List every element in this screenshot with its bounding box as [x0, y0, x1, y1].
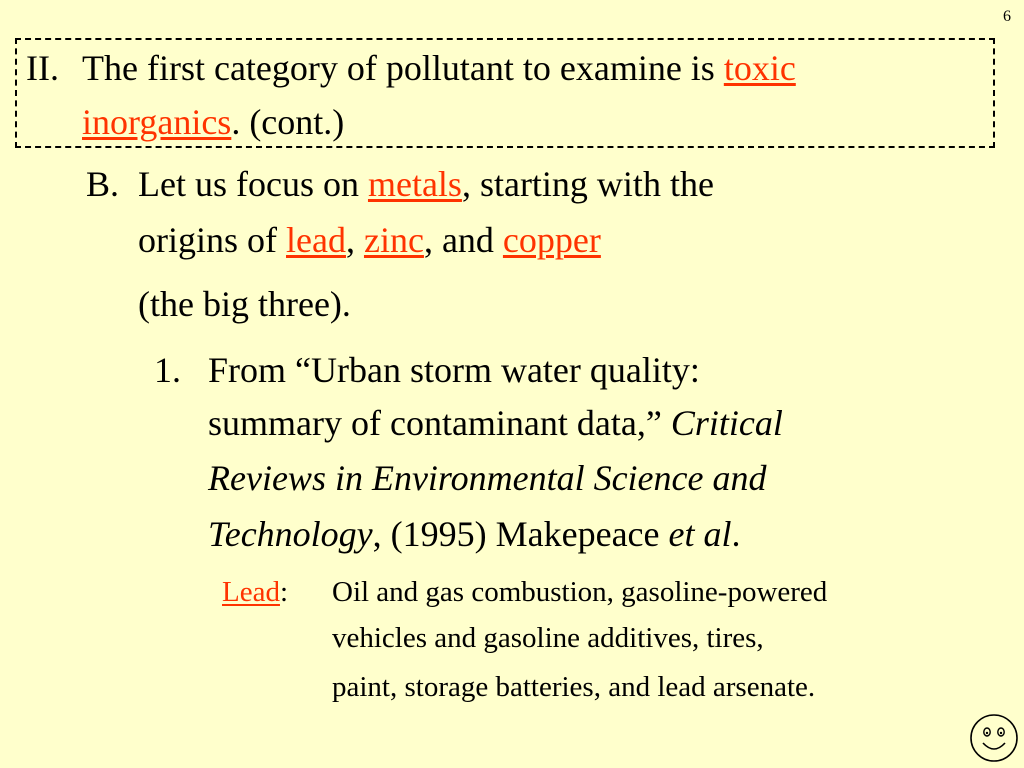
item-1-line-4 — [208, 516, 741, 552]
lead-line-1: Oil and gas combustion, gasoline-powered — [332, 576, 828, 608]
slide-number: 6 — [1003, 8, 1011, 25]
lead-line-2: vehicles and gasoline additives, tires, — [332, 622, 764, 654]
link-lead-entry[interactable]: Lead — [222, 576, 280, 608]
section-b-line-1-text: Let us focus on — [138, 164, 368, 204]
smiley-face-icon[interactable] — [968, 712, 1020, 764]
link-inorganics[interactable]: inorganics — [82, 102, 232, 142]
lead-colon: : — [279, 576, 289, 608]
link-zinc[interactable]: zinc — [363, 220, 424, 260]
link-lead[interactable]: lead — [286, 220, 346, 260]
section-b-sep-2: , and — [423, 220, 503, 260]
section-b-marker: B. — [86, 164, 120, 204]
section-b-line-3: (the big three). — [138, 284, 351, 324]
section-b-line-1 — [138, 166, 714, 202]
header-line-1 — [82, 50, 796, 86]
item-1-line-2 — [208, 405, 783, 441]
lead-label — [222, 578, 288, 607]
link-copper[interactable]: copper — [502, 220, 601, 260]
item-1-line-2-text: summary of contaminant data,” — [208, 403, 671, 443]
section-b-line-2-text: origins of — [138, 220, 286, 260]
section-b-line-1-rest: , starting with the — [461, 164, 714, 204]
item-1-line-3: Reviews in Environmental Science and — [208, 458, 767, 498]
link-metals[interactable]: metals — [367, 164, 462, 204]
link-toxic[interactable]: toxic — [723, 48, 796, 88]
header-line-2-rest: . (cont.) — [231, 102, 345, 142]
section-b-line-2 — [138, 222, 601, 258]
item-1-line-4-end: . — [731, 514, 741, 554]
lead-line-3: paint, storage batteries, and lead arsenate. — [332, 671, 816, 703]
item-1-marker: 1. — [154, 350, 181, 390]
section-b-sep-1: , — [345, 220, 364, 260]
item-1-line-4-italic-2: et al — [668, 514, 732, 554]
item-1-line-4-italic: Technology — [208, 514, 373, 554]
header-marker: II. — [26, 48, 59, 88]
item-1-line-4-text: , (1995) Makepeace — [372, 514, 669, 554]
item-1-line-1: From “Urban storm water quality: — [208, 350, 700, 390]
item-1-line-2-italic: Critical — [670, 403, 783, 443]
header-line-1-text: The first category of pollutant to examine is — [82, 48, 724, 88]
header-line-2 — [82, 104, 344, 140]
